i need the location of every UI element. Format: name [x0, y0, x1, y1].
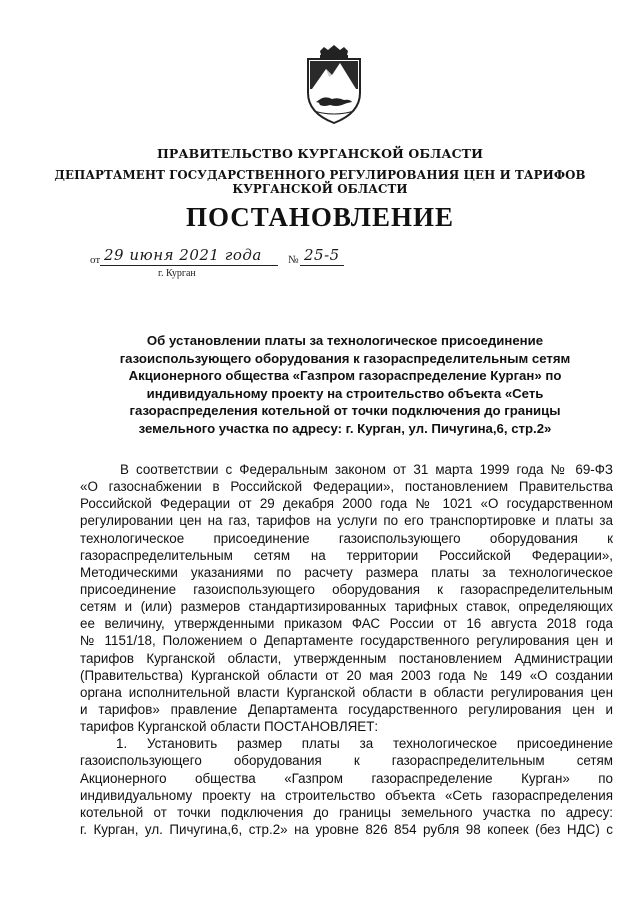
handwritten-date: 29 июня 2021 года	[104, 246, 262, 264]
date-underline	[100, 265, 278, 266]
handwritten-number: 25-5	[304, 246, 340, 264]
body-line: газораспределительным сетям на территории Российской Федерации»,	[80, 547, 613, 563]
body-line: газоиспользующего оборудования к газораспределительным сетям	[80, 753, 613, 769]
body-line: г. Курган, ул. Пичугина,6, стр.2» на уровне 826 854 рубля 98 копеек (без НДС) с	[80, 821, 613, 837]
body-line: В соответствии с Федеральным законом от 31 марта 1999 года № 69-ФЗ	[120, 462, 613, 477]
body-line: и тарифов» правление Департамента государственного регулирования цен и	[80, 701, 613, 717]
body-line: 1. Установить размер платы за технологическое присоединение	[116, 736, 613, 752]
organization-name: ПРАВИТЕЛЬСТВО КУРГАНСКОЙ ОБЛАСТИ	[157, 146, 483, 161]
department-name-line2: КУРГАНСКОЙ ОБЛАСТИ	[232, 182, 408, 196]
body-line: Российской Федерации от 29 декабря 2000 года № 1021 «О государственном	[80, 496, 613, 512]
body-line: тарифов Курганской области ПОСТАНОВЛЯЕТ:	[80, 719, 379, 735]
subject-line: газоиспользующего оборудования к газораспределительным сетям	[119, 350, 571, 366]
body-line: присоединение газоиспользующего оборудования к газораспределительным	[80, 581, 613, 597]
subject-line: индивидуальному проекту на строительство объекта «Сеть	[146, 385, 544, 401]
body-line: Методическими указаниями по расчету размера платы за технологическое	[80, 564, 613, 580]
body-line: (Правительства) Курганской области от 20 мая 2003 года № 149 «О создании	[80, 667, 613, 683]
resolution-subject	[80, 332, 610, 438]
subject-line: земельного участка по адресу: г. Курган, ул. Пичугина,6, стр.2»	[138, 420, 552, 436]
date-label: от	[90, 254, 101, 266]
body-line: № 1151/18, Положением о Департаменте государственного регулирования цен и	[80, 633, 613, 649]
coat-of-arms-icon	[302, 45, 366, 125]
body-line: сетям и (или) размеров стандартизированных тарифных ставок, определяющих	[80, 599, 613, 615]
body-line: тарифов Курганской области, утвержденным постановлением Администрации	[80, 650, 613, 666]
subject-line: Об установлении платы за технологическое присоединение	[146, 333, 544, 348]
city-name: г. Курган	[158, 268, 196, 279]
number-label: №	[288, 254, 299, 266]
number-underline	[300, 265, 344, 266]
body-line: органа исполнительной власти Курганской области в области регулирования цен	[80, 684, 613, 700]
body-line: регулировании цен на газ, тарифов на услуги по его транспортировке и платы за	[80, 513, 613, 529]
department-name-line1: ДЕПАРТАМЕНТ ГОСУДАРСТВЕННОГО РЕГУЛИРОВАНИЯ ЦЕН И ТАРИФОВ	[54, 168, 586, 182]
subject-line: газораспределения котельной от точки подключения до границы	[129, 403, 561, 419]
body-line: ее величину, утвержденными приказом ФАС России от 16 августа 2018 года	[80, 616, 613, 632]
resolution-body	[80, 461, 613, 838]
body-line: технологическое присоединение газоиспользующего оборудования к	[80, 530, 613, 546]
body-line: «О газоснабжении в Российской Федерации», постановлением Правительства	[80, 479, 613, 495]
document-type-title: ПОСТАНОВЛЕНИЕ	[185, 202, 455, 232]
subject-line: Акционерного общества «Газпром газораспределение Курган» по	[128, 368, 562, 384]
body-line: котельной от точки подключения до границы земельного участка по адресу:	[80, 804, 613, 820]
body-line: индивидуальному проекту на строительство объекта «Сеть газораспределения	[80, 787, 613, 803]
body-line: Акционерного общества «Газпром газораспределение Курган» по	[80, 770, 613, 786]
